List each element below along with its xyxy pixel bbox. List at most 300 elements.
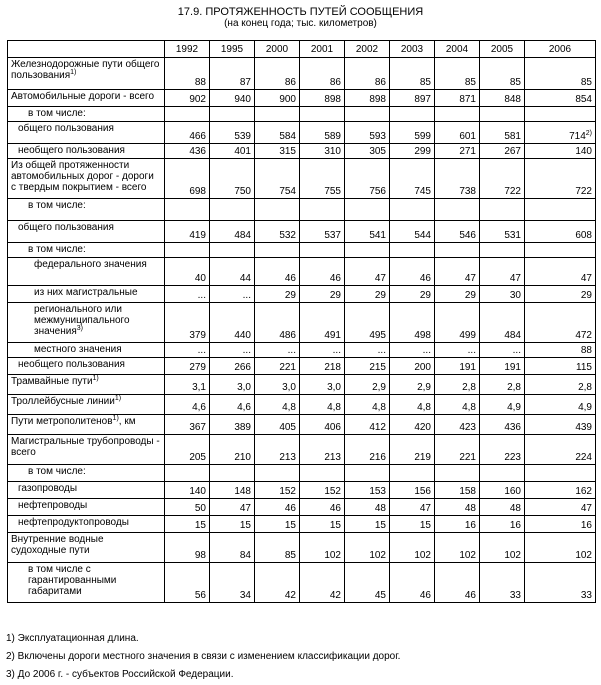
cell-value: 367 <box>189 422 206 433</box>
row-label-cell <box>8 221 165 243</box>
value-cell <box>435 303 480 343</box>
cell-value: ... <box>287 345 296 356</box>
cell-value: 4,6 <box>192 402 206 413</box>
table-row <box>8 415 596 435</box>
cell-value: 140 <box>189 486 206 497</box>
row-label-cell <box>8 482 165 499</box>
cell-value: 15 <box>284 520 296 531</box>
year-header: 2000 <box>255 41 300 58</box>
table-row <box>8 465 596 482</box>
cell-value: 50 <box>194 503 206 514</box>
cell-value: 34 <box>239 590 251 601</box>
cell-value: 498 <box>414 330 431 341</box>
row-label: общего пользования <box>18 123 114 134</box>
row-label: Автомобильные дороги - всего <box>11 91 155 102</box>
value-cell <box>435 159 480 199</box>
cell-value: 47 <box>374 273 386 284</box>
value-cell <box>525 90 596 107</box>
value-cell <box>525 395 596 415</box>
cell-value: 200 <box>414 362 431 373</box>
cell-value: 102 <box>575 550 592 561</box>
cell-value: 581 <box>504 131 521 142</box>
value-cell <box>165 90 210 107</box>
value-cell <box>210 482 255 499</box>
cell-value: 30 <box>509 290 521 301</box>
value-cell <box>435 90 480 107</box>
cell-value: 102 <box>414 550 431 561</box>
value-cell <box>525 499 596 516</box>
value-cell <box>210 303 255 343</box>
value-cell <box>165 343 210 358</box>
table-row <box>8 243 596 258</box>
value-cell <box>435 286 480 303</box>
value-cell <box>345 343 390 358</box>
value-cell <box>435 122 480 144</box>
value-cell <box>390 415 435 435</box>
value-cell <box>300 144 345 159</box>
table-row <box>8 258 596 286</box>
footnote <box>6 666 400 684</box>
cell-value: 48 <box>374 503 386 514</box>
cell-value: 3,0 <box>237 382 251 393</box>
cell-value: 102 <box>459 550 476 561</box>
value-cell <box>165 243 210 258</box>
value-cell <box>255 435 300 465</box>
value-cell <box>165 395 210 415</box>
row-label-cell <box>8 243 165 258</box>
value-cell <box>480 286 525 303</box>
value-cell <box>255 395 300 415</box>
cell-value: 940 <box>234 94 251 105</box>
value-cell <box>435 533 480 563</box>
cell-value: 45 <box>374 590 386 601</box>
cell-value: 486 <box>279 330 296 341</box>
cell-value: 2,9 <box>417 382 431 393</box>
value-cell <box>480 563 525 603</box>
row-label: Внутренние водные судоходные пути <box>11 534 104 556</box>
value-cell <box>480 465 525 482</box>
value-cell <box>255 533 300 563</box>
value-cell <box>165 435 210 465</box>
cell-value: 102 <box>504 550 521 561</box>
value-cell <box>435 221 480 243</box>
value-cell <box>210 358 255 375</box>
row-label-cell <box>8 122 165 144</box>
table-row <box>8 482 596 499</box>
row-label-cell <box>8 343 165 358</box>
table-row <box>8 199 596 221</box>
value-cell <box>345 435 390 465</box>
row-label-cell <box>8 303 165 343</box>
value-cell <box>435 435 480 465</box>
footnote-ref: 1) <box>112 415 119 422</box>
value-cell <box>525 144 596 159</box>
value-cell <box>210 159 255 199</box>
value-cell <box>300 516 345 533</box>
cell-value: 85 <box>419 77 431 88</box>
value-cell <box>525 465 596 482</box>
value-cell <box>345 482 390 499</box>
cell-value: ... <box>422 345 431 356</box>
value-cell <box>300 90 345 107</box>
cell-value: 756 <box>369 186 386 197</box>
value-cell <box>390 358 435 375</box>
cell-value: ... <box>197 290 206 301</box>
row-label-cell <box>8 415 165 435</box>
cell-value: ... <box>197 345 206 356</box>
table-row <box>8 90 596 107</box>
value-cell <box>165 221 210 243</box>
table-row <box>8 533 596 563</box>
value-cell <box>210 221 255 243</box>
cell-value: 219 <box>414 452 431 463</box>
value-cell <box>255 144 300 159</box>
value-cell <box>525 343 596 358</box>
cell-value: 48 <box>509 503 521 514</box>
value-cell <box>255 375 300 395</box>
row-label: газопроводы <box>18 483 78 494</box>
cell-value: 85 <box>580 77 592 88</box>
cell-value: 85 <box>284 550 296 561</box>
value-cell <box>300 159 345 199</box>
cell-value: 160 <box>504 486 521 497</box>
value-cell <box>525 159 596 199</box>
cell-value: 436 <box>189 146 206 157</box>
cell-value: 305 <box>369 146 386 157</box>
value-cell <box>480 435 525 465</box>
cell-value: 158 <box>459 486 476 497</box>
value-cell <box>480 90 525 107</box>
footnote-mark: 3) <box>6 669 15 680</box>
cell-value: 15 <box>239 520 251 531</box>
table-row <box>8 221 596 243</box>
cell-value: 46 <box>419 273 431 284</box>
value-cell <box>300 286 345 303</box>
cell-value: 902 <box>189 94 206 105</box>
cell-value: 223 <box>504 452 521 463</box>
footnote-text: До 2006 г. - субъектов Российской Федерации. <box>14 669 234 680</box>
cell-value: 86 <box>284 77 296 88</box>
cell-value: 406 <box>324 422 341 433</box>
value-cell <box>165 358 210 375</box>
cell-value: 4,8 <box>417 402 431 413</box>
value-cell <box>525 122 596 144</box>
cell-value: 191 <box>504 362 521 373</box>
value-cell <box>255 415 300 435</box>
cell-value: ... <box>377 345 386 356</box>
row-label: в том числе: <box>28 244 86 255</box>
value-cell <box>390 122 435 144</box>
cell-value: 745 <box>414 186 431 197</box>
value-cell <box>210 286 255 303</box>
value-cell <box>165 533 210 563</box>
cell-value: 898 <box>324 94 341 105</box>
value-cell <box>300 482 345 499</box>
value-cell <box>525 221 596 243</box>
value-cell <box>165 144 210 159</box>
cell-value: 42 <box>329 590 341 601</box>
cell-value: 389 <box>234 422 251 433</box>
cell-value: 3,1 <box>192 382 206 393</box>
value-cell <box>300 221 345 243</box>
cell-value: 315 <box>279 146 296 157</box>
value-cell <box>255 358 300 375</box>
value-cell <box>435 375 480 395</box>
cell-value: 4,9 <box>578 402 592 413</box>
cell-value: 205 <box>189 452 206 463</box>
cell-value: 213 <box>279 452 296 463</box>
cell-value: 191 <box>459 362 476 373</box>
table-row <box>8 144 596 159</box>
footnote-ref: 1) <box>92 375 99 382</box>
value-cell <box>525 516 596 533</box>
cell-value: 115 <box>576 362 592 373</box>
value-cell <box>435 343 480 358</box>
cell-value: 47 <box>464 273 476 284</box>
cell-value: 854 <box>575 94 592 105</box>
value-cell <box>435 465 480 482</box>
value-cell <box>210 533 255 563</box>
cell-value: 750 <box>234 186 251 197</box>
row-label: нефтепроводы <box>18 500 88 511</box>
row-label-cell <box>8 90 165 107</box>
value-cell <box>165 375 210 395</box>
row-label: Из общей протяженности автомобильных дорог - дороги с твердым покрытием - всего <box>11 160 154 193</box>
value-cell <box>435 395 480 415</box>
cell-value: ... <box>512 345 521 356</box>
cell-value: 440 <box>234 330 251 341</box>
cell-value: 216 <box>369 452 386 463</box>
cell-value: 848 <box>504 94 521 105</box>
value-cell <box>165 199 210 221</box>
value-cell <box>255 159 300 199</box>
value-cell <box>480 199 525 221</box>
cell-value: 871 <box>459 94 476 105</box>
value-cell <box>480 415 525 435</box>
value-cell <box>210 415 255 435</box>
cell-value: 40 <box>194 273 206 284</box>
cell-value: 420 <box>414 422 431 433</box>
value-cell <box>435 199 480 221</box>
value-cell <box>390 563 435 603</box>
cell-value: 722 <box>575 186 592 197</box>
cell-value: 589 <box>324 131 341 142</box>
cell-value: 86 <box>329 77 341 88</box>
value-cell <box>345 358 390 375</box>
row-label-cell <box>8 435 165 465</box>
value-cell <box>390 516 435 533</box>
cell-value: 484 <box>234 230 251 241</box>
cell-value: 152 <box>324 486 341 497</box>
footnote-text: Включены дороги местного значения в связи с изменением классификации дорог. <box>14 651 401 662</box>
cell-value: 221 <box>459 452 476 463</box>
value-cell <box>390 499 435 516</box>
cell-value: 47 <box>419 503 431 514</box>
value-cell <box>390 482 435 499</box>
value-cell <box>480 58 525 90</box>
cell-value: 310 <box>324 146 341 157</box>
cell-value: 15 <box>374 520 386 531</box>
value-cell <box>435 107 480 122</box>
row-label-cell <box>8 465 165 482</box>
value-cell <box>165 286 210 303</box>
value-cell <box>435 258 480 286</box>
value-cell <box>480 159 525 199</box>
table-row <box>8 395 596 415</box>
cell-value: 495 <box>369 330 386 341</box>
value-cell <box>255 465 300 482</box>
value-cell <box>210 243 255 258</box>
value-cell <box>345 286 390 303</box>
cell-value: 698 <box>189 186 206 197</box>
table-row <box>8 107 596 122</box>
value-cell <box>435 482 480 499</box>
value-cell <box>165 258 210 286</box>
value-cell <box>300 58 345 90</box>
cell-value: 85 <box>509 77 521 88</box>
value-cell <box>300 435 345 465</box>
row-label: в том числе: <box>28 466 86 477</box>
value-cell <box>300 258 345 286</box>
header-corner-cell <box>8 41 165 58</box>
cell-value: 16 <box>580 520 592 531</box>
row-label: из них магистральные <box>34 287 138 298</box>
cell-value: 419 <box>189 230 206 241</box>
cell-value: 46 <box>329 503 341 514</box>
row-label-cell <box>8 533 165 563</box>
cell-value: 593 <box>369 131 386 142</box>
value-cell <box>165 303 210 343</box>
footnote-mark: 1) <box>6 633 15 644</box>
value-cell <box>165 563 210 603</box>
cell-value: 48 <box>464 503 476 514</box>
value-cell <box>390 258 435 286</box>
value-cell <box>255 563 300 603</box>
value-cell <box>210 499 255 516</box>
value-cell <box>480 482 525 499</box>
cell-value: 546 <box>459 230 476 241</box>
year-header: 2002 <box>345 41 390 58</box>
value-cell <box>210 435 255 465</box>
cell-value: 215 <box>369 362 386 373</box>
value-cell <box>435 415 480 435</box>
value-cell <box>390 435 435 465</box>
value-cell <box>480 499 525 516</box>
cell-value: 4,8 <box>327 402 341 413</box>
value-cell <box>300 243 345 258</box>
value-cell <box>480 303 525 343</box>
value-cell <box>300 199 345 221</box>
value-cell <box>255 90 300 107</box>
cell-value: 224 <box>575 452 592 463</box>
footnote-ref: 1) <box>114 395 122 402</box>
value-cell <box>525 58 596 90</box>
cell-value: 33 <box>509 590 521 601</box>
value-cell <box>300 375 345 395</box>
value-cell <box>255 58 300 90</box>
cell-value: 102 <box>369 550 386 561</box>
value-cell <box>345 199 390 221</box>
value-cell <box>390 286 435 303</box>
value-cell <box>300 107 345 122</box>
cell-value: 29 <box>464 290 476 301</box>
table-row <box>8 159 596 199</box>
value-cell <box>300 122 345 144</box>
value-cell <box>345 90 390 107</box>
value-cell <box>525 243 596 258</box>
cell-value: 754 <box>279 186 296 197</box>
cell-value: 46 <box>284 503 296 514</box>
cell-value: 537 <box>324 230 341 241</box>
cell-value: 4,8 <box>372 402 386 413</box>
table-subtitle: (на конец года; тыс. километров) <box>224 18 377 29</box>
table-row <box>8 563 596 603</box>
value-cell <box>390 58 435 90</box>
cell-value: 56 <box>194 590 206 601</box>
row-label-cell <box>8 144 165 159</box>
value-cell <box>435 243 480 258</box>
statistics-table <box>7 40 596 603</box>
table-row <box>8 122 596 144</box>
value-cell <box>480 258 525 286</box>
value-cell <box>255 107 300 122</box>
row-label-suffix: , км <box>118 416 136 427</box>
value-cell <box>390 303 435 343</box>
cell-value: 86 <box>374 77 386 88</box>
cell-value: 213 <box>324 452 341 463</box>
cell-value: 2,8 <box>507 382 521 393</box>
value-cell <box>525 258 596 286</box>
row-label: Железнодорожные пути общего пользования <box>11 59 160 81</box>
value-cell <box>345 58 390 90</box>
cell-value: 46 <box>419 590 431 601</box>
footnotes <box>6 630 400 684</box>
cell-value: 148 <box>234 486 251 497</box>
cell-value: 153 <box>369 486 386 497</box>
value-cell <box>345 258 390 286</box>
value-cell <box>255 221 300 243</box>
cell-value: ... <box>332 345 341 356</box>
value-cell <box>255 482 300 499</box>
value-cell <box>210 144 255 159</box>
cell-value: 466 <box>189 131 206 142</box>
cell-value: 4,6 <box>237 402 251 413</box>
cell-value: 29 <box>580 290 592 301</box>
value-cell <box>390 343 435 358</box>
value-cell <box>345 144 390 159</box>
value-cell <box>300 563 345 603</box>
cell-value: 401 <box>234 146 251 157</box>
table-row <box>8 303 596 343</box>
value-cell <box>210 199 255 221</box>
row-label-cell <box>8 358 165 375</box>
value-cell <box>345 243 390 258</box>
value-cell <box>525 435 596 465</box>
row-label-cell <box>8 159 165 199</box>
year-header: 2004 <box>435 41 480 58</box>
value-cell <box>345 375 390 395</box>
cell-value: 88 <box>580 345 592 356</box>
value-cell <box>210 563 255 603</box>
cell-value: 714 <box>569 131 586 142</box>
row-label: Пути метрополитенов <box>11 416 113 427</box>
cell-value: 4,8 <box>282 402 296 413</box>
cell-value: 2,8 <box>462 382 476 393</box>
value-cell <box>345 221 390 243</box>
footnote-ref: 1) <box>70 69 77 76</box>
value-cell <box>345 303 390 343</box>
row-label-cell <box>8 199 165 221</box>
